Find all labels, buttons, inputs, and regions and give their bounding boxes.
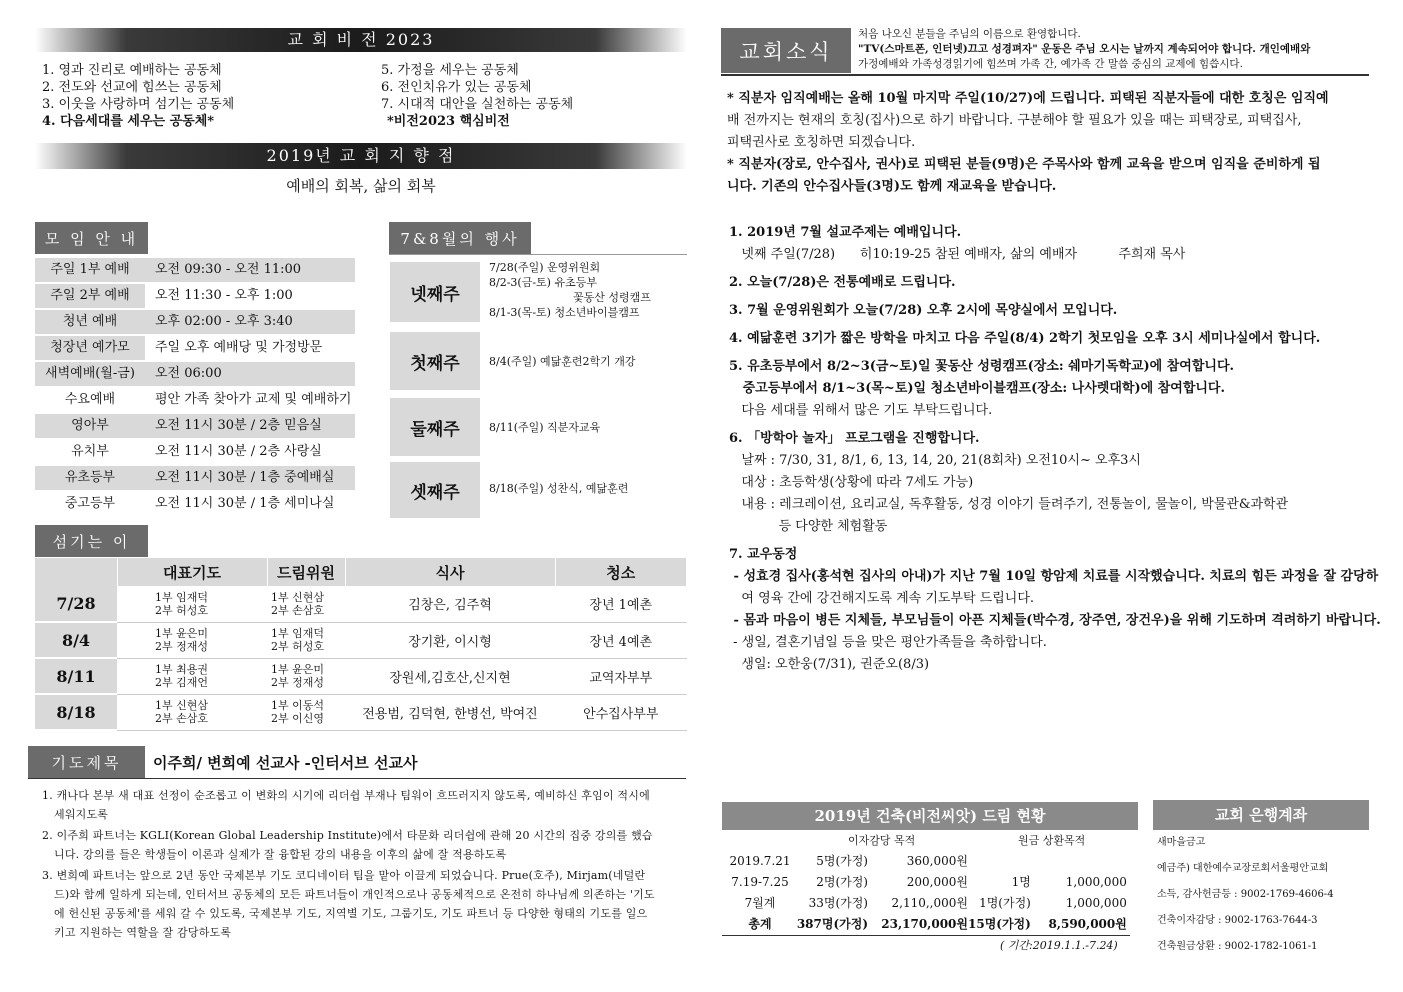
building-cell <box>1031 850 1127 871</box>
schedule-row <box>35 414 355 438</box>
schedule-row <box>35 284 355 308</box>
events-title: 7&8월의 행사 <box>389 222 531 254</box>
news-star2 <box>727 154 1321 198</box>
serving-person: 1부 신현삼 <box>155 699 208 712</box>
schedule-value: 오전 11시 30분 / 1층 중예배실 <box>145 466 355 490</box>
news-line: 6. 「방학아 놀자」 프로그램을 진행합니다. <box>729 431 980 446</box>
building-cell: 33명(가정) <box>808 896 868 910</box>
schedule-label: 유치부 <box>71 444 109 459</box>
welcome-text <box>858 27 1310 72</box>
table-row <box>724 892 1127 913</box>
news-line: 5. 유초등부에서 8/2~3(금~토)일 꽃동산 성령캠프(장소: 쉐마기독학교)에 참여합니다. <box>729 359 1235 374</box>
news-line: 7. 교우동정 <box>729 547 798 562</box>
building-cell: 2,110,,000원 <box>891 896 968 910</box>
prayer-item: 1. 캐나다 본부 새 대표 선정이 순조롭고 이 변화의 시기에 리더쉽 부재나 팀워이 흐뜨러지지 않도록, 예비하신 후임이 적시에 세워지도록 <box>42 789 650 821</box>
serving-person: 2부 손삼호 <box>271 603 324 617</box>
schedule-label: 새벽예배(월-금) <box>35 362 145 386</box>
serving-person: 1부 윤은미 <box>271 663 324 676</box>
prayer-item: 3. 변희예 파트너는 앞으로 2년 동안 국제본부 기도 코디네이터 팀을 맡아 이끌게 되었습니다. Prue(호주), Mirjam(네덜란드)와 함께 일하게 되는데, 인터서브 공동체의 모든 파트너들이 개인적으로나 공동체적으로 온전히 하나님께 의존하는 '기도에 헌신된 공동체'를 세워 갈 수 있도록, 국제본부 기도, 지역별 기도, 그룹기도, 기도 파트너 등 다양한 형태의 기도를 일으키고 지원하는 역할을 잘 감당하도록 <box>42 869 655 939</box>
prayer-subject: 이주희/ 변희예 선교사 -인터서브 선교사 <box>153 754 418 772</box>
schedule-label: 유초등부 <box>35 466 145 490</box>
vision-title-bar <box>35 28 687 52</box>
bank-line: 소득, 감사헌금등 : 9002-1769-4606-4 <box>1157 889 1334 900</box>
news-line: 3. 7월 운영위원회가 오늘(7/28) 오후 2시에 목양실에서 모입니다. <box>729 303 1118 318</box>
serving-person: 2부 허성호 <box>155 603 208 617</box>
serving-date: 8/11 <box>35 658 117 694</box>
news-line: 4. 예닮훈련 3기가 짧은 방학을 마치고 다음 주일(8/4) 2학기 첫모임을 오후 3시 세미나실에서 합니다. <box>729 331 1321 346</box>
serving-prayer <box>117 658 267 694</box>
serving-person: 2부 이신영 <box>271 712 324 725</box>
table-row <box>35 622 687 658</box>
schedule-row <box>35 336 355 360</box>
serving-meal: 전용범, 김덕현, 한병선, 박여진 <box>345 694 555 730</box>
schedule-label: 청장년 예가모 <box>35 336 145 360</box>
serving-dream <box>267 658 345 694</box>
bank-line: 건축이자감당 : 9002-1763-7644-3 <box>1157 915 1318 926</box>
building-table <box>724 850 1127 934</box>
building-cell: 2명(가정) <box>816 875 868 889</box>
serving-dream <box>267 694 345 730</box>
news-line: 넷째 주일(7/28) 히10:19-25 참된 예배자, 삶의 예배자 주희재 목사 <box>729 247 1186 262</box>
table-row <box>35 694 687 730</box>
schedule-label: 주일 2부 예배 <box>35 284 145 308</box>
serving-title: 섬기는 이 <box>35 525 148 557</box>
event-text: 8/18(주일) 성찬식, 예닮훈련 <box>489 482 629 495</box>
serving-person: 2부 정재성 <box>271 676 324 689</box>
news-line: 날짜 : 7/30, 31, 8/1, 6, 13, 14, 20, 21(8회차) 오전10시~ 오후3시 <box>729 453 1141 468</box>
welcome-line: 가정예배와 가족성경읽기에 힘쓰며 가족 간, 예가족 간 말씀 중심의 교제에 힘씁시다. <box>858 58 1243 70</box>
table-row <box>724 913 1127 934</box>
serving-prayer <box>117 586 267 622</box>
event-text <box>489 260 651 320</box>
news-star1 <box>727 88 1329 154</box>
table-header-row <box>35 558 687 586</box>
vision-title: 교 회 비 전 2023 <box>287 30 435 49</box>
news-items <box>729 222 1381 676</box>
news-divider <box>721 74 1369 76</box>
schedule-row <box>35 258 355 282</box>
news-line: * 직분자(장로, 안수집사, 권사)로 피택된 분들(9명)은 주목사와 함께 교육을 받으며 임직을 준비하게 됩 <box>727 157 1321 172</box>
news-line: 배 전까지는 현재의 호칭(집사)으로 하기 바랍니다. 구분해야 할 필요가 있을 때는 피택장로, 피택집사, <box>727 113 1302 128</box>
building-header2: 원금 상환목적 <box>1018 834 1086 847</box>
building-cell: 1,000,000 <box>1065 874 1127 889</box>
bank-title: 교회 은행계좌 <box>1153 800 1369 830</box>
serving-clean: 장년 4예촌 <box>555 622 687 658</box>
building-cell: 8,590,000원 <box>1048 917 1127 931</box>
serving-person: 2부 김재언 <box>155 676 208 689</box>
news-line: * 직분자 임직예배는 올해 10월 마지막 주일(10/27)에 드립니다. 피택된 직분자들에 대한 호칭은 임직예 <box>727 91 1329 106</box>
serving-date: 8/18 <box>35 694 117 730</box>
schedule-label: 중고등부 <box>64 496 116 511</box>
building-cell: 1명 <box>1011 875 1031 889</box>
direction-title-bar <box>35 143 687 169</box>
serving-prayer <box>117 622 267 658</box>
news-line: 니다. 기존의 안수집사들(3명)도 함께 재교육을 받습니다. <box>727 179 1057 194</box>
serving-dream <box>267 586 345 622</box>
vision-item-core: 4. 다음세대를 세우는 공동체* <box>42 114 215 129</box>
building-cell <box>968 850 1031 871</box>
event-line: 8/1-3(목-토) 청소년바이블캠프 <box>489 306 640 319</box>
event-text: 8/11(주일) 직분자교육 <box>489 421 601 434</box>
vision-core-note: *비전2023 핵심비전 <box>387 114 510 129</box>
news-line: 2. 오늘(7/28)은 전통예배로 드립니다. <box>729 275 956 290</box>
table-header: 식사 <box>345 558 555 586</box>
serving-meal: 김창은, 김주혁 <box>345 586 555 622</box>
direction-text: 예배의 회복, 삶의 회복 <box>286 177 436 195</box>
vision-item: 1. 영과 진리로 예배하는 공동체 <box>42 63 222 78</box>
serving-meal: 장원세,김호산,신지현 <box>345 658 555 694</box>
vision-right-list <box>381 62 573 130</box>
table-row <box>724 871 1127 892</box>
schedule-value: 오전 09:30 - 오전 11:00 <box>145 258 355 282</box>
serving-table <box>35 558 687 731</box>
serving-person: 1부 이동석 <box>271 699 324 712</box>
event-week: 넷째주 <box>390 262 480 322</box>
schedule-label: 영아부 <box>35 414 145 438</box>
event-line: 꽃동산 성령캠프 <box>573 291 651 304</box>
vision-item: 3. 이웃을 사랑하며 섬기는 공동체 <box>42 97 235 112</box>
building-cell: 200,000원 <box>906 875 968 889</box>
building-divider <box>722 935 1130 936</box>
building-title: 2019년 건축(비전씨앗) 드림 현황 <box>722 802 1138 830</box>
news-line: 중고등부에서 8/1~3(목~토)일 청소년바이블캠프(장소: 나사렛대학)에 참여합니다. <box>729 381 1226 396</box>
event-text: 8/4(주일) 예닮훈련2학기 개강 <box>489 355 636 368</box>
serving-person: 1부 신현삼 <box>271 590 324 604</box>
table-row <box>35 586 687 622</box>
news-line: 생일: 오한웅(7/31), 권준오(8/3) <box>729 657 930 672</box>
table-header: 청소 <box>555 558 687 586</box>
serving-person: 2부 허성호 <box>271 640 324 653</box>
schedule-label: 청년 예배 <box>35 310 145 334</box>
serving-clean: 장년 1예촌 <box>555 586 687 622</box>
event-line: 7/28(주일) 운영위원회 <box>489 261 601 274</box>
schedule-row <box>35 440 355 464</box>
news-title: 교회소식 <box>721 28 851 73</box>
schedule-value: 오전 11시 30분 / 2층 사랑실 <box>155 444 322 459</box>
serving-person: 2부 손삼호 <box>155 712 208 725</box>
vision-item: 6. 전인치유가 있는 공동체 <box>381 80 532 95</box>
serving-person: 1부 임재덕 <box>155 590 208 604</box>
prayer-title: 기도제목 <box>28 746 145 778</box>
meeting-title: 모 임 안 내 <box>35 222 148 254</box>
event-week: 첫째주 <box>390 332 480 390</box>
news-line: 내용 : 레크레이션, 요리교실, 독후활동, 성경 이야기 들려주기, 전통놀이, 물놀이, 박물관&과학관 <box>729 497 1289 512</box>
vision-item: 2. 전도와 선교에 힘쓰는 공동체 <box>42 80 222 95</box>
building-cell: 360,000원 <box>906 854 968 868</box>
schedule-row <box>35 492 355 516</box>
schedule-value: 오전 11시 30분 / 1층 세미나실 <box>155 496 335 511</box>
serving-person: 1부 최용권 <box>155 663 208 676</box>
serving-date: 7/28 <box>35 586 117 622</box>
schedule-value: 평안 가족 찾아가 교제 및 예배하기 <box>155 392 352 407</box>
event-week: 둘째주 <box>390 398 480 456</box>
news-line: 피택권사로 호칭하면 되겠습니다. <box>727 135 916 150</box>
building-cell: 1명(가정) <box>979 896 1031 910</box>
serving-dream <box>267 622 345 658</box>
table-header: 대표기도 <box>117 558 267 586</box>
prayer-item: 2. 이주희 파트너는 KGLI(Korean Global Leadership Institute)에서 타문화 리더쉽에 관해 20 시간의 집중 강의를 했습니다. 강의를 들은 학생들이 이론과 실제가 잘 융합된 강의 내용을 이후의 삶에 잘 적용하도록 <box>42 829 653 861</box>
prayer-list <box>42 786 658 942</box>
building-cell: 총계 <box>748 917 772 931</box>
welcome-line: "TV(스마트폰, 인터넷)끄고 성경펴자" 운동은 주님 오시는 날까지 계속되어야 합니다. 개인예배와 <box>858 43 1311 55</box>
welcome-line: 처음 나오신 분들을 주님의 이름으로 환영합니다. <box>858 28 1081 40</box>
schedule-label: 수요예배 <box>64 392 116 407</box>
serving-person: 2부 정재성 <box>155 640 208 653</box>
table-header: 드림위원 <box>267 558 345 586</box>
serving-person: 1부 임재덕 <box>271 627 324 640</box>
bank-line: 예금주) 대한예수교장로회서울평안교회 <box>1157 863 1329 874</box>
news-line: - 성효경 집사(홍석현 집사의 아내)가 지난 7월 10일 항암제 치료를 시작했습니다. 치료의 힘든 과정을 잘 감당하 <box>729 569 1379 584</box>
serving-person: 1부 윤은미 <box>155 627 208 640</box>
vision-item: 5. 가정을 세우는 공동체 <box>381 63 519 78</box>
building-cell: 387명(가정) <box>796 917 868 931</box>
building-cell: 7월계 <box>744 896 776 910</box>
bank-line: 새마을금고 <box>1157 837 1206 848</box>
bank-line: 건축원금상환 : 9002-1782-1061-1 <box>1157 941 1318 952</box>
schedule-value: 오전 11:30 - 오후 1:00 <box>155 288 293 303</box>
event-week: 셋째주 <box>390 462 480 518</box>
serving-clean: 교역자부부 <box>555 658 687 694</box>
events-divider <box>389 254 687 255</box>
building-cell: 1,000,000 <box>1065 895 1127 910</box>
schedule-value: 오전 11시 30분 / 2층 믿음실 <box>145 414 355 438</box>
news-line: 1. 2019년 7월 설교주제는 예배입니다. <box>729 225 962 240</box>
news-line: 등 다양한 체험활동 <box>729 519 888 534</box>
news-line: 다음 세대를 위해서 많은 기도 부탁드립니다. <box>729 403 993 418</box>
schedule-label: 주일 1부 예배 <box>35 258 145 282</box>
serving-meal: 장기환, 이시형 <box>345 622 555 658</box>
table-row <box>35 658 687 694</box>
schedule-value: 주일 오후 예배당 및 가정방문 <box>155 340 323 355</box>
schedule-value: 오후 02:00 - 오후 3:40 <box>145 310 355 334</box>
schedule-row <box>35 362 355 386</box>
building-header1: 이자감당 목적 <box>848 834 916 847</box>
table-header <box>35 558 117 586</box>
table-row <box>724 850 1127 871</box>
schedule-row <box>35 310 355 334</box>
news-line: - 생일, 결혼기념일 등을 맞은 평안가족들을 축하합니다. <box>729 635 1047 650</box>
prayer-divider <box>28 778 686 779</box>
serving-prayer <box>117 694 267 730</box>
direction-title: 2019년 교 회 지 향 점 <box>266 146 456 165</box>
building-cell: 5명(가정) <box>816 854 868 868</box>
serving-date: 8/4 <box>35 622 117 658</box>
news-line: 여 영육 간에 강건해지도록 계속 기도부탁 드립니다. <box>729 591 1035 606</box>
serving-clean: 안수집사부부 <box>555 694 687 730</box>
schedule-row <box>35 388 355 412</box>
news-line: 대상 : 초등학생(상황에 따라 7세도 가능) <box>729 475 974 490</box>
building-cell: 2019.7.21 <box>729 853 791 868</box>
building-cell: 23,170,000원 <box>881 917 968 931</box>
event-line: 8/2-3(금-토) 유초등부 <box>489 276 597 289</box>
building-cell: 7.19-7.25 <box>731 874 789 889</box>
building-cell: 15명(가정) <box>968 917 1031 931</box>
vision-item: 7. 시대적 대안을 실천하는 공동체 <box>381 97 574 112</box>
news-line: - 몸과 마음이 병든 지체들, 부모님들이 아픈 지체들(박수경, 장주연, 장건우)을 위해 기도하며 격려하기 바랍니다. <box>729 613 1381 628</box>
schedule-row <box>35 466 355 490</box>
schedule-value: 오전 06:00 <box>145 362 355 386</box>
building-period: ( 기간:2019.1.1.-7.24) <box>1000 939 1118 952</box>
vision-left-list <box>42 62 234 130</box>
